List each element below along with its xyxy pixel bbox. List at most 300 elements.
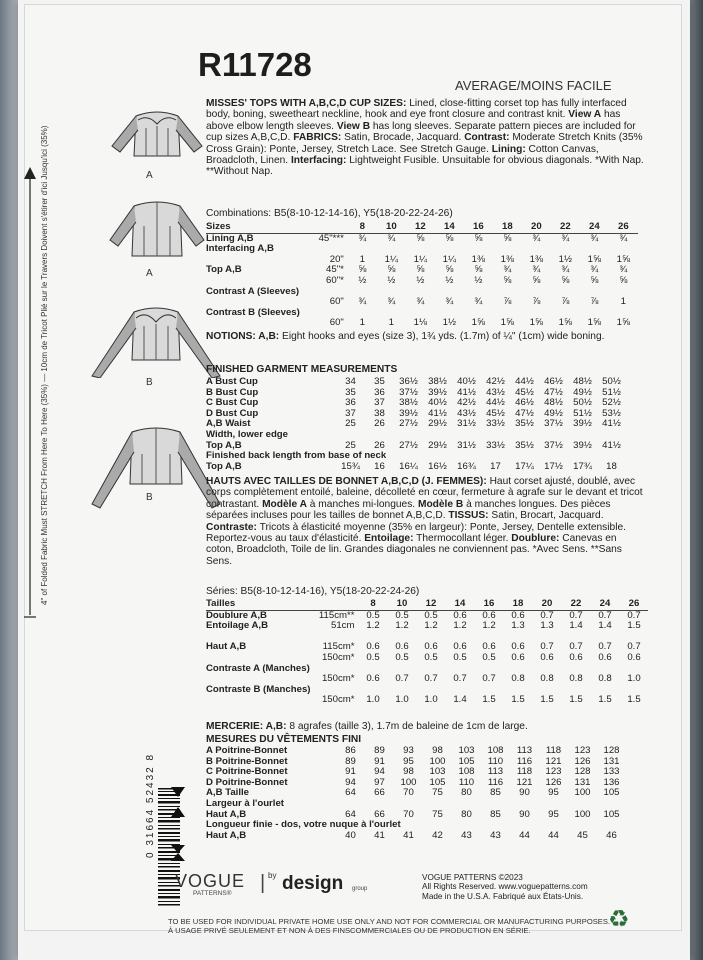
table-cell: 17½	[544, 460, 563, 472]
table-row-width: 60"*	[326, 274, 344, 286]
table-cell: 41½	[428, 407, 447, 419]
table-cell: 27½	[399, 439, 418, 451]
table-cell: ⅝	[503, 232, 512, 244]
table-cell: 1⅛	[413, 317, 428, 329]
table-cell: 131	[603, 755, 620, 767]
table-row-label: Top A,B	[206, 264, 242, 276]
stretch-gauge-arrow	[22, 165, 56, 625]
yardage-table	[206, 222, 638, 329]
table-cell: 1.2	[453, 620, 467, 632]
table-row-label: Haut A,B	[206, 808, 247, 820]
french-text: Haut corset ajusté, doublé, avec corps complètement entoilé, baleine, décolleté en cœur, fermeture à agrafe sur le devant et tricot contrastant.	[206, 476, 643, 510]
table-cell: 1.2	[424, 620, 438, 632]
table-cell: 48½	[544, 397, 563, 409]
table-cell: 37	[374, 397, 385, 409]
combinations: Combinations: B5(8-10-12-14-16), Y5(18-20-22-24-26)	[206, 208, 453, 219]
table-row-label: Interfacing A,B	[206, 243, 274, 255]
table-row-label: Entoilage A,B	[206, 620, 269, 632]
table-cell: 48½	[573, 376, 592, 387]
table-cell: 33½	[486, 439, 505, 451]
caption-view-a-2: A	[146, 268, 153, 279]
table-cell: 35½	[515, 439, 534, 451]
table-cell: 44½	[515, 376, 534, 387]
logo-by: by	[268, 871, 277, 880]
table-cell: 45	[577, 829, 588, 841]
table-cell: 75	[432, 787, 443, 799]
notions-text: Eight hooks and eyes (size 3), 1¾ yds. (1.7m) of ¼" (1cm) wide boning.	[279, 331, 605, 342]
table-cell: 45½	[486, 407, 505, 419]
table-row-label: Top A,B	[206, 460, 242, 472]
table-cell: 113	[516, 745, 533, 756]
table-cell: 0.7	[482, 673, 496, 685]
table-header-label: Sizes	[206, 222, 300, 233]
table-row-label: Doublure A,B	[206, 609, 267, 621]
table-cell: ⅞	[532, 296, 541, 308]
table-cell: 18	[606, 460, 617, 472]
table-cell: ¾	[416, 296, 425, 308]
table-row-label: Finished back length from base of neck	[206, 450, 387, 462]
table-cell: 1⅝	[587, 317, 602, 329]
table-header-size: 20	[522, 222, 551, 233]
stretch-gauge	[22, 125, 56, 625]
table-cell: 0.6	[424, 641, 438, 653]
table-cell: 16¾	[457, 460, 476, 472]
table-header-size: 22	[561, 599, 590, 610]
table-cell: ⅞	[590, 296, 599, 308]
table-cell: 108	[487, 745, 504, 756]
table-cell: 116	[487, 776, 504, 788]
table-cell: ¾	[590, 264, 599, 276]
table-cell: 16¼	[399, 460, 418, 472]
table-header-width	[310, 599, 358, 610]
table-cell: 1.5	[569, 694, 583, 706]
table-cell: 95	[548, 808, 559, 820]
table-cell: 51½	[573, 407, 592, 419]
table-cell: ⅝	[590, 274, 599, 286]
table-cell: ⅝	[416, 232, 425, 244]
table-cell: ¾	[445, 296, 454, 308]
table-cell: 1.0	[366, 694, 380, 706]
table-cell: 47½	[544, 386, 563, 398]
table-cell: 1.0	[424, 694, 438, 706]
table-cell: 43	[490, 829, 501, 841]
table-cell: 41½	[457, 386, 476, 398]
table-row-label: Largeur à l'ourlet	[206, 797, 284, 809]
table-row-width: 150cm*	[321, 651, 355, 663]
table-cell: 53½	[602, 407, 621, 419]
table-cell: ⅝	[474, 264, 483, 276]
table-cell: 95	[403, 755, 414, 767]
copyright-line: Made in the U.S.A. Fabriqué aux États-Unis.	[422, 891, 584, 901]
table-cell: ⅝	[619, 274, 628, 286]
contraste-label: Contraste:	[206, 521, 257, 533]
table-row-label: Top A,B	[206, 439, 242, 451]
table-row-label	[206, 276, 300, 287]
table-cell: 39½	[573, 439, 592, 451]
table-header-size: 10	[377, 222, 406, 233]
table-cell: 105	[429, 776, 446, 788]
view-b-label: View B	[336, 120, 371, 132]
table-cell: 31½	[457, 418, 476, 430]
table-cell: 42	[432, 829, 443, 841]
table-cell: 1⅝	[500, 317, 515, 329]
table-cell: ½	[474, 274, 483, 286]
table-cell: 66	[374, 808, 385, 820]
table-header-size: 12	[406, 222, 435, 233]
table-cell: 0.6	[540, 651, 554, 663]
table-cell: 50½	[602, 376, 621, 387]
table-cell: 46½	[515, 397, 534, 409]
table-cell: 1½	[558, 253, 573, 265]
table-cell: 89	[374, 745, 385, 756]
table-cell: 41½	[602, 418, 621, 430]
table-cell: 0.6	[482, 641, 496, 653]
table-cell: 1.2	[482, 620, 496, 632]
mercerie	[206, 721, 646, 732]
table-row-width: 60"	[329, 296, 344, 308]
table-cell: ⅝	[358, 264, 367, 276]
table-row	[206, 430, 626, 441]
table-row-label: D Bust Cup	[206, 407, 259, 419]
metric-yardage-table	[206, 599, 648, 706]
table-row-label: Contraste A (Manches)	[206, 662, 310, 674]
table-cell: 44	[519, 829, 530, 841]
caption-view-b-1: B	[146, 377, 153, 388]
table-cell: 0.7	[424, 673, 438, 685]
table-cell: 36	[374, 386, 385, 398]
table-cell: 0.8	[540, 673, 554, 685]
table-row-label: D Poitrine-Bonnet	[206, 776, 288, 788]
table-cell: 80	[461, 808, 472, 820]
copyright-block	[422, 873, 588, 901]
table-cell: 1.2	[395, 620, 409, 632]
french-a-label: Modèle A	[262, 498, 307, 510]
table-cell: 33½	[486, 418, 505, 430]
french-b-text: à manches longues. Des pièces séparées incluses pour les tailles de bonnet A,B,C,D.	[206, 498, 611, 522]
table-cell: 16½	[428, 460, 447, 472]
table-cell: 25	[345, 439, 356, 451]
table-cell: 108	[458, 766, 475, 778]
table-cell: 126	[574, 755, 591, 767]
table-row	[206, 746, 626, 757]
table-row-width: 51cm	[331, 620, 355, 632]
table-cell: ¾	[532, 264, 541, 276]
table-cell: ¾	[590, 232, 599, 244]
table-row-label: Haut A,B	[206, 829, 247, 841]
table-cell: 103	[429, 766, 446, 778]
table-row-label: Longueur finie - dos, votre nuque à l'ourlet	[206, 819, 401, 831]
table-cell: 1.5	[540, 694, 554, 706]
table-header-size: 24	[590, 599, 619, 610]
table-header-row	[206, 599, 648, 610]
table-cell: 1.5	[627, 694, 641, 706]
table-cell: ½	[358, 274, 367, 286]
table-cell: 36	[345, 397, 356, 409]
table-cell: 105	[603, 808, 620, 820]
table-cell: 41½	[602, 439, 621, 451]
table-cell: 15¾	[341, 460, 360, 472]
table-row-width: 115cm**	[318, 609, 355, 621]
table-cell: 0.5	[424, 609, 438, 621]
entoilage-label: Entoilage:	[364, 533, 414, 545]
table-cell: ⅝	[561, 274, 570, 286]
table-cell: 34	[345, 376, 356, 387]
table-cell: 1	[359, 253, 366, 265]
notions	[206, 331, 646, 342]
vogue-logo-sub: PATTERNS®	[193, 890, 232, 897]
table-cell: ⅞	[503, 296, 512, 308]
table-cell: ⅝	[503, 274, 512, 286]
footer-notice	[168, 917, 610, 935]
table-cell: 1¼	[384, 253, 399, 265]
table-cell: 25	[345, 418, 356, 430]
table-cell: ¾	[561, 264, 570, 276]
table-header-width	[300, 222, 348, 233]
table-cell: ⅝	[416, 264, 425, 276]
table-header-size: 16	[464, 222, 493, 233]
table-cell: 0.7	[598, 609, 612, 621]
interfacing-label: Interfacing:	[290, 155, 347, 167]
table-cell: 1⅜	[500, 253, 515, 265]
footer-line: À USAGE PRIVÉ SEULEMENT ET NON À DES FINSCOMMERCIALES OU DE PRODUCTION EN SÉRIE.	[168, 926, 531, 935]
french-title: HAUTS AVEC TAILLES DE BONNET A,B,C,D (J. FEMMES):	[206, 476, 487, 487]
table-cell: 0.5	[366, 651, 380, 663]
table-cell: 47½	[515, 407, 534, 419]
table-cell: 38	[374, 407, 385, 419]
table-cell: 40½	[428, 397, 447, 409]
table-cell: 1.4	[598, 620, 612, 632]
table-cell: 64	[345, 787, 356, 799]
table-cell: 37	[345, 407, 356, 419]
table-cell: 128	[574, 766, 591, 778]
table-cell: 75	[432, 808, 443, 820]
table-cell: 43	[461, 829, 472, 841]
table-cell: 94	[345, 776, 356, 788]
table-cell: 121	[545, 755, 562, 767]
table-cell: 1.4	[453, 694, 467, 706]
notions-label: NOTIONS: A,B:	[206, 331, 280, 342]
table-row	[206, 653, 648, 664]
vogue-logo: VOGUE	[175, 871, 246, 891]
table-cell: 1¼	[442, 253, 457, 265]
table-cell: 49½	[573, 386, 592, 398]
table-cell: 1.2	[366, 620, 380, 632]
table-row-label: Width, lower edge	[206, 428, 288, 440]
table-cell: 98	[432, 745, 443, 756]
table-cell: 97	[374, 776, 385, 788]
doublure-text: Canevas en coton, Broadcloth, Toile de lin. Grandes diagonales ne conviennent pas. *Avec Sens. **Sans Sens.	[206, 533, 622, 567]
table-cell: 1⅝	[616, 253, 631, 265]
fabrics-text: Satin, Brocade, Jacquard.	[341, 132, 465, 144]
table-cell: 0.5	[453, 651, 467, 663]
table-row-label: B Bust Cup	[206, 386, 259, 398]
table-cell: 17¼	[515, 460, 534, 472]
table-cell: ⅝	[445, 264, 454, 276]
table-cell: 35	[374, 376, 385, 387]
sketch-view-b-back	[86, 424, 226, 514]
table-cell: 0.6	[453, 641, 467, 653]
table-cell: ⅝	[532, 274, 541, 286]
table-row-width: 45"***	[318, 232, 344, 244]
pattern-number: R11728	[198, 46, 312, 83]
contrast-label: Contrast:	[464, 132, 510, 144]
table-cell: 110	[458, 776, 475, 788]
sketch-view-a-back	[98, 196, 216, 268]
table-cell: 38½	[428, 376, 447, 387]
recycle-icon: ♻	[608, 906, 630, 933]
table-row-width: 60"	[329, 317, 344, 329]
table-row	[206, 820, 626, 831]
table-cell: 0.6	[511, 651, 525, 663]
table-cell: 98	[403, 766, 414, 778]
table-cell: 1½	[442, 317, 457, 329]
table-cell: 0.6	[569, 651, 583, 663]
table-cell: 121	[516, 776, 533, 788]
table-header-size: 20	[532, 599, 561, 610]
table-cell: 113	[487, 766, 504, 778]
table-cell: 1	[359, 317, 366, 329]
design-logo-group: group	[352, 886, 368, 892]
table-row-width: 115cm*	[322, 641, 355, 653]
mercerie-label: MERCERIE: A,B:	[206, 721, 287, 732]
table-cell: 26	[374, 418, 385, 430]
table-header-size: 18	[503, 599, 532, 610]
table-cell: 1.3	[511, 620, 525, 632]
table-cell: ¾	[387, 296, 396, 308]
table-cell: 0.8	[569, 673, 583, 685]
table-cell: 37½	[399, 386, 418, 398]
table-row-label	[206, 318, 300, 329]
table-cell: 100	[429, 755, 446, 767]
finished-measurements-title: FINISHED GARMENT MEASUREMENTS	[206, 364, 398, 375]
table-cell: 0.6	[366, 673, 380, 685]
french-b-label: Modèle B	[417, 498, 464, 510]
table-cell: 0.6	[395, 641, 409, 653]
table-cell: 0.8	[511, 673, 525, 685]
table-cell: 39½	[399, 407, 418, 419]
table-header-size: 26	[619, 599, 648, 610]
table-cell: 31½	[457, 439, 476, 451]
table-header-size: 12	[416, 599, 445, 610]
table-cell: 1.5	[598, 694, 612, 706]
contraste-text: Tricots à élasticité moyenne (35% en largeur): Ponte, Jersey, Dentelle extensible. Reportez-vous au taux d'élasticité.	[206, 521, 626, 545]
stretch-gauge-text: 4" of Folded Fabric Must STRETCH From Here To Here (35%) — 10cm de Tricot Plié sur le Travers Doivent s'étirer d'ici Jusqu'ici (35%)	[40, 125, 49, 605]
table-cell: ⅝	[445, 232, 454, 244]
table-row-label: A Poitrine-Bonnet	[206, 745, 288, 756]
table-cell: 136	[603, 776, 620, 788]
table-cell: 43½	[486, 386, 505, 398]
table-cell: 40	[345, 829, 356, 841]
table-cell: 0.6	[598, 651, 612, 663]
table-header-size: 26	[609, 222, 638, 233]
table-cell: 52½	[602, 397, 621, 409]
table-cell: ⅝	[474, 232, 483, 244]
table-cell: 0.6	[627, 651, 641, 663]
table-row	[206, 621, 648, 632]
lining-text: Cotton Canvas, Broadcloth, Linen.	[206, 143, 599, 167]
table-row-label: A Bust Cup	[206, 376, 258, 387]
table-cell: 49½	[544, 407, 563, 419]
table-cell: 1	[620, 296, 627, 308]
description-french	[206, 476, 646, 567]
view-a-label: View A	[568, 109, 602, 121]
table-cell: ¾	[503, 264, 512, 276]
table-cell: 1⅝	[529, 317, 544, 329]
table-cell: 1⅜	[529, 253, 544, 265]
table-header-label: Tailles	[206, 599, 310, 610]
table-cell: ¾	[474, 296, 483, 308]
table-header-size: 14	[435, 222, 464, 233]
table-header-size: 18	[493, 222, 522, 233]
table-cell: 1⅝	[471, 317, 486, 329]
table-row-label: Contrast A (Sleeves)	[206, 285, 300, 297]
table-cell: ½	[387, 274, 396, 286]
table-cell: 36½	[399, 376, 418, 387]
table-cell: ⅞	[561, 296, 570, 308]
table-row-width: 45"*	[326, 264, 344, 276]
barcode-number: 0 31664 52432 8	[145, 752, 156, 858]
table-cell: 0.7	[453, 673, 467, 685]
table-cell: 37½	[544, 418, 563, 430]
table-cell: 0.7	[569, 641, 583, 653]
table-cell: 1⅝	[558, 317, 573, 329]
table-cell: 0.6	[511, 609, 525, 621]
table-cell: 123	[574, 745, 591, 756]
table-cell: 1	[388, 317, 395, 329]
finished-measurements-table	[206, 377, 626, 472]
table-cell: 39½	[573, 418, 592, 430]
table-cell: 41	[374, 829, 385, 841]
table-cell: 42½	[457, 397, 476, 409]
table-cell: 116	[516, 755, 533, 767]
table-row-label: C Poitrine-Bonnet	[206, 766, 288, 778]
table-row-label: A,B Waist	[206, 418, 251, 430]
table-cell: 126	[545, 776, 562, 788]
table-cell: 17¾	[573, 460, 592, 472]
table-cell: 35½	[515, 418, 534, 430]
mesures-title: MESURES DU VÊTEMENTS FINI	[206, 734, 362, 745]
table-cell: 39½	[428, 386, 447, 398]
table-cell: 95	[548, 787, 559, 799]
table-row-label: C Bust Cup	[206, 397, 259, 409]
copyright-line: VOGUE PATTERNS ©2023	[422, 873, 523, 882]
view-a-text: has above elbow length sleeves.	[206, 109, 621, 132]
entoilage-text: Thermocollant léger.	[413, 533, 512, 545]
table-cell: 16	[374, 460, 385, 472]
table-header-size: 24	[580, 222, 609, 233]
table-cell: 38½	[399, 397, 418, 409]
table-cell: 0.7	[627, 641, 641, 653]
table-row	[206, 799, 626, 810]
table-cell: 100	[574, 808, 591, 820]
table-cell: ¾	[358, 232, 367, 244]
table-cell: 0.6	[482, 609, 496, 621]
table-cell: 29½	[428, 418, 447, 430]
table-cell: 42½	[486, 376, 505, 387]
series: Séries: B5(8-10-12-14-16), Y5(18-20-22-24-26)	[206, 586, 420, 597]
table-cell: 1.4	[569, 620, 583, 632]
table-cell: ¾	[561, 232, 570, 244]
table-cell: 1¼	[413, 253, 428, 265]
table-cell: 17	[490, 460, 501, 472]
doublure-label: Doublure:	[511, 533, 560, 545]
table-cell: 100	[574, 787, 591, 799]
table-row	[206, 831, 626, 842]
description-english	[206, 98, 646, 178]
description-text: Lined, close-fitting corset top has fully interfaced body, boning, sweetheart neckline, hook and eye front closure and contrast knit.	[206, 98, 627, 121]
table-header-size: 10	[387, 599, 416, 610]
table-cell: 128	[603, 745, 620, 756]
